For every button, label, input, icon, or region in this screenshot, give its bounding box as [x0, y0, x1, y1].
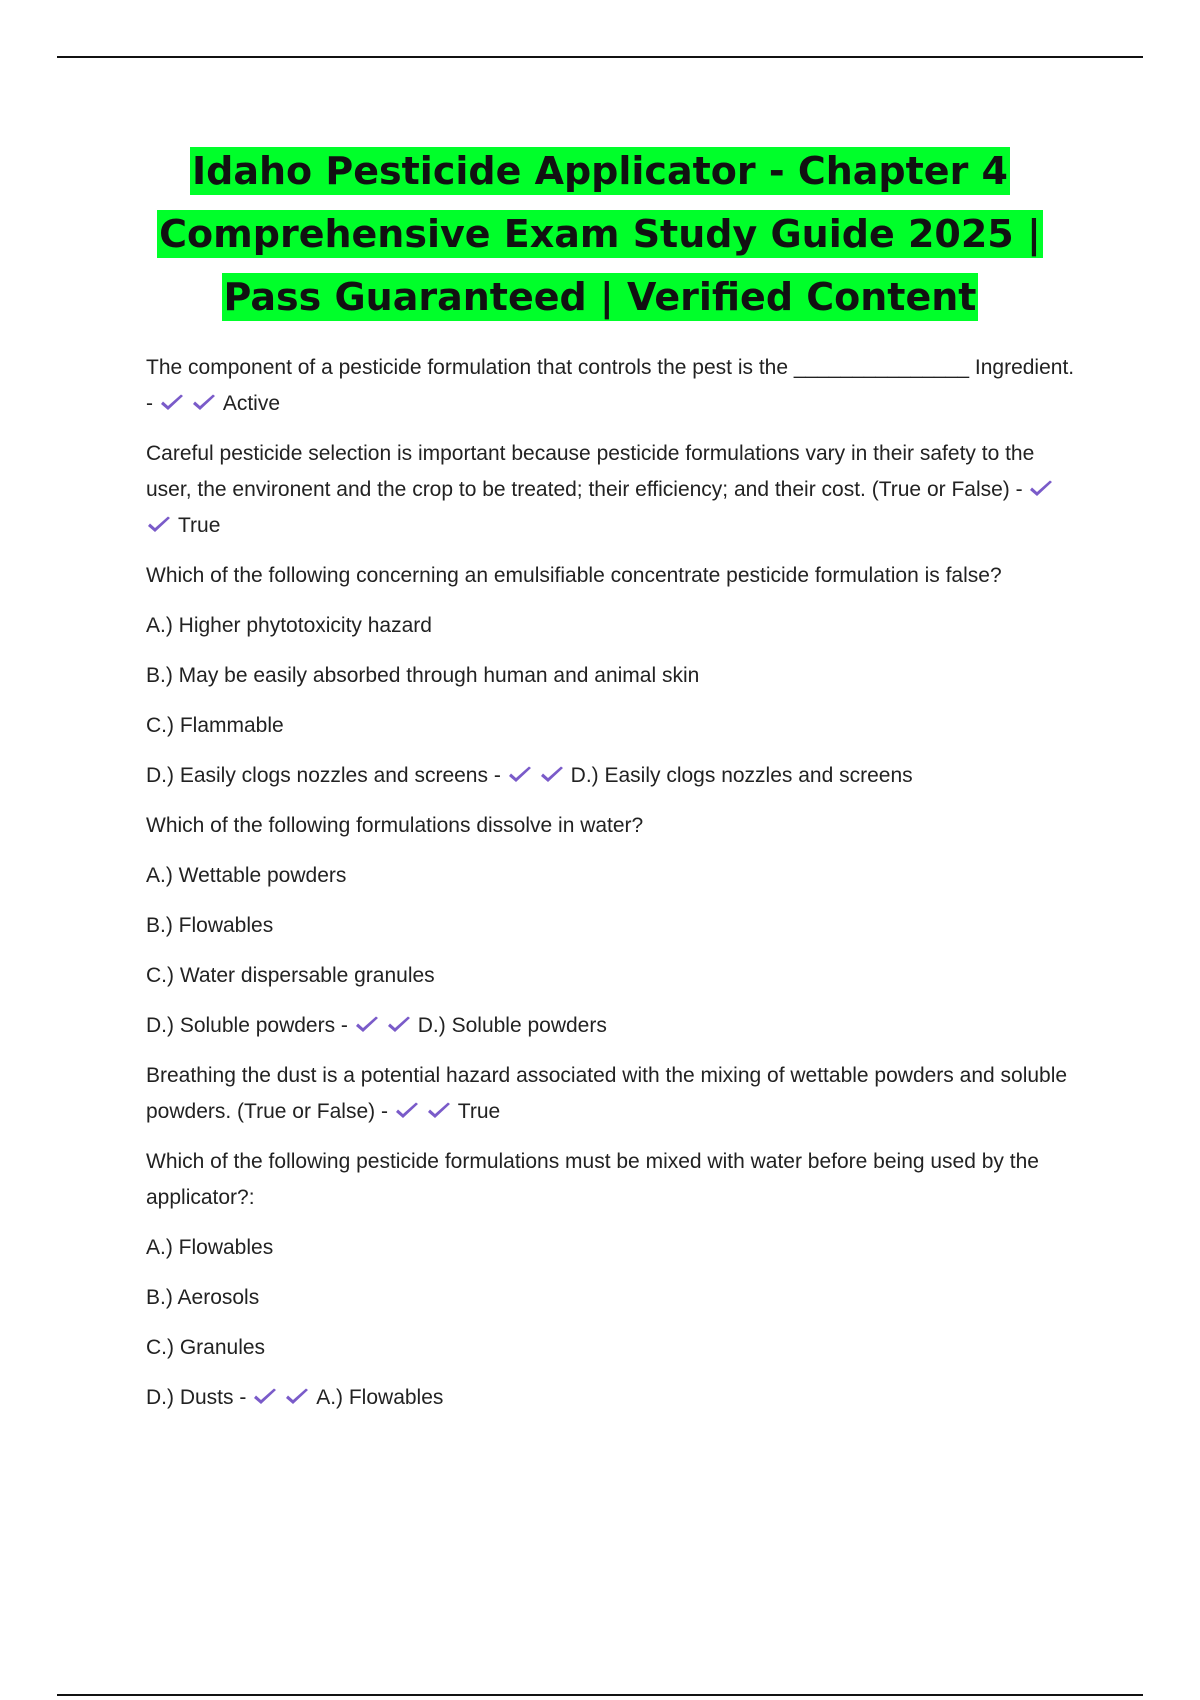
checkmark-icon — [386, 1015, 412, 1035]
checkmark-icon — [426, 1101, 452, 1121]
question-line — [146, 1230, 1076, 1266]
question-with-answer — [146, 1058, 1076, 1130]
question-line — [146, 658, 1076, 694]
item-text: Which of the following formulations dissolve in water? — [146, 814, 644, 837]
question-line — [146, 1144, 1076, 1216]
checkmark-icon — [191, 393, 217, 413]
item-text: A.) Flowables — [146, 1236, 274, 1259]
question-with-answer — [146, 350, 1076, 422]
item-answer: D.) Soluble powders — [417, 1014, 607, 1037]
item-text: B.) May be easily absorbed through human and animal skin — [146, 664, 700, 687]
question-with-answer — [146, 1008, 1076, 1044]
question-line — [146, 858, 1076, 894]
question-with-answer — [146, 436, 1076, 544]
item-text: D.) Soluble powders - — [146, 1014, 348, 1037]
item-answer: True — [457, 1100, 501, 1123]
item-text: C.) Water dispersable granules — [146, 964, 435, 987]
checkmark-icon — [539, 765, 565, 785]
checkmark-icon — [394, 1101, 420, 1121]
item-text: Breathing the dust is a potential hazard associated with the mixing of wettable powders and soluble powders. (True or False) - — [146, 1064, 1068, 1123]
question-with-answer — [146, 758, 1076, 794]
checkmark-icon — [252, 1387, 278, 1407]
item-answer: Active — [222, 392, 281, 415]
item-answer: D.) Easily clogs nozzles and screens — [570, 764, 913, 787]
question-line — [146, 708, 1076, 744]
question-line — [146, 608, 1076, 644]
checkmark-icon — [284, 1387, 310, 1407]
item-text: D.) Easily clogs nozzles and screens - — [146, 764, 501, 787]
item-text: B.) Flowables — [146, 914, 274, 937]
question-line — [146, 808, 1076, 844]
item-text: C.) Granules — [146, 1336, 266, 1359]
item-text: Which of the following pesticide formulations must be mixed with water before being used by the applicator?: — [146, 1150, 1039, 1209]
item-text: B.) Aerosols — [146, 1286, 260, 1309]
study-guide-body — [146, 350, 1076, 1430]
question-line — [146, 958, 1076, 994]
item-text: C.) Flammable — [146, 714, 284, 737]
top-rule — [57, 56, 1143, 58]
item-answer: True — [178, 514, 221, 537]
item-text: A.) Higher phytotoxicity hazard — [146, 614, 432, 637]
item-text: A.) Wettable powders — [146, 864, 347, 887]
checkmark-icon — [507, 765, 533, 785]
question-line — [146, 558, 1076, 594]
question-with-answer — [146, 1380, 1076, 1416]
bottom-rule — [57, 1694, 1143, 1696]
question-line — [146, 1280, 1076, 1316]
item-text: Careful pesticide selection is important because pesticide formulations vary in their safety to the user, the environent and the crop to be treated; their efficiency; and their cost. (True or False) - — [146, 442, 1035, 501]
checkmark-icon — [159, 393, 185, 413]
question-line — [146, 1330, 1076, 1366]
item-answer: A.) Flowables — [316, 1386, 444, 1409]
checkmark-icon — [1028, 479, 1054, 499]
document-title — [120, 140, 1080, 329]
question-line — [146, 908, 1076, 944]
checkmark-icon — [146, 515, 172, 535]
item-text: The component of a pesticide formulation that controls the pest is the _______________ Ingredient. - — [146, 356, 1075, 415]
item-text: D.) Dusts - — [146, 1386, 247, 1409]
title-highlight: Idaho Pesticide Applicator - Chapter 4 Comprehensive Exam Study Guide 2025 | Pass Guaranteed | Verified Content — [159, 149, 1041, 319]
item-text: Which of the following concerning an emulsifiable concentrate pesticide formulation is false? — [146, 564, 1002, 587]
checkmark-icon — [354, 1015, 380, 1035]
